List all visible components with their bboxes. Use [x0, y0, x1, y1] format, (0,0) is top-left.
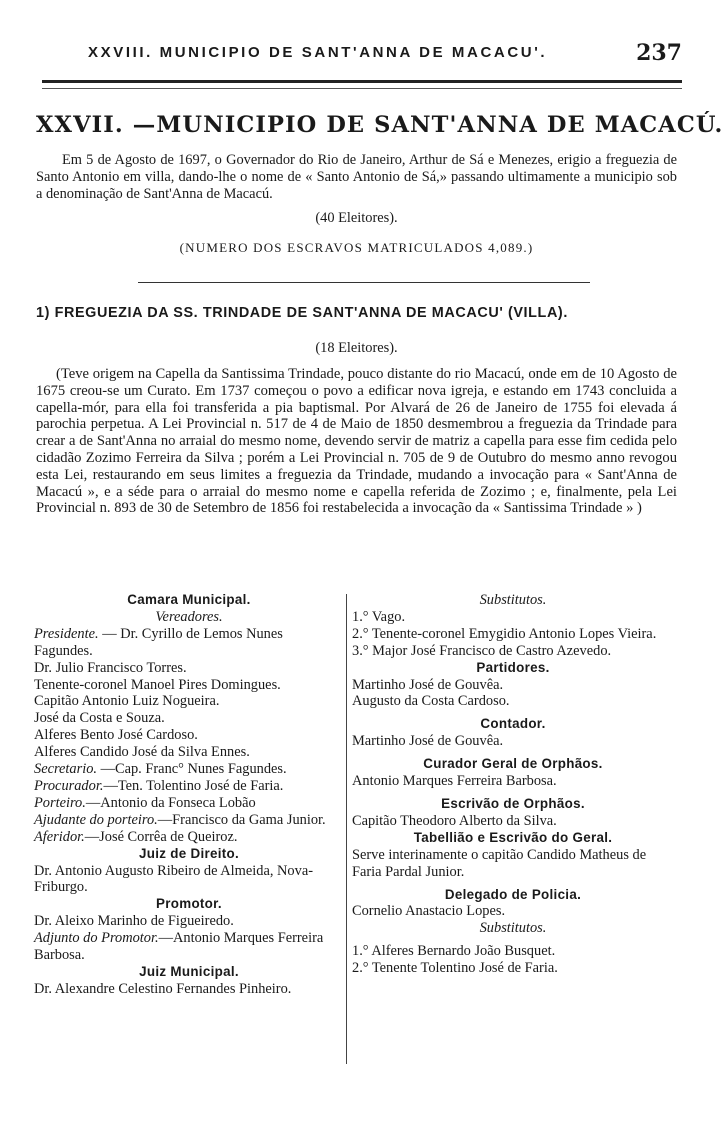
left-column	[34, 592, 344, 998]
delegado-substituto-item: 2.° Tenente Tolentino José de Faria.	[352, 960, 558, 977]
chapter-title: XXVII. —MUNICIPIO DE SANT'ANNA DE MACACÚ.	[36, 112, 724, 138]
column-divider	[346, 594, 347, 1064]
ajudante-label: Ajudante do porteiro.	[34, 811, 158, 828]
electors-freguezia: (18 Eleitores).	[315, 340, 398, 356]
secretario-entry	[34, 761, 344, 778]
escrivao-orphaos-name: Capitão Theodoro Alberto da Silva.	[352, 812, 557, 829]
secretario-name: —Cap. Franc° Nunes Fagundes.	[97, 761, 287, 778]
aferidor-entry	[34, 829, 344, 846]
procurador-name: —Ten. Tolentino José de Faria.	[103, 777, 284, 794]
presidente-name: — Dr. Cyrillo de Lemos Nunes Fagundes.	[34, 625, 283, 659]
ajudante-name: —Francisco da Gama Junior.	[157, 811, 326, 828]
contador-name: Martinho José de Gouvêa.	[352, 733, 504, 750]
partidores-heading: Partidores.	[476, 659, 550, 675]
vereador-item: José da Costa e Souza.	[34, 710, 165, 727]
header-rule-thick	[42, 80, 682, 83]
procurador-label: Procurador.	[34, 777, 104, 794]
adjunto-label: Adjunto do Promotor.	[34, 930, 159, 947]
vereador-item: Tenente-coronel Manoel Pires Domingues.	[34, 676, 281, 693]
adjunto-entry	[34, 930, 344, 964]
vereador-item: Alferes Bento José Cardoso.	[34, 727, 198, 744]
electors-municipio: (40 Eleitores).	[315, 210, 398, 226]
porteiro-name: —Antonio da Fonseca Lobão	[85, 794, 256, 811]
section-divider	[138, 282, 590, 283]
promotor-name: Dr. Aleixo Marinho de Figueiredo.	[34, 913, 234, 930]
juiz-direito-heading: Juiz de Direito.	[138, 845, 240, 861]
tabelliao-heading: Tabellião e Escrivão do Geral.	[413, 829, 613, 845]
substituto-item: 1.° Vago.	[352, 608, 406, 625]
partidor-item: Martinho José de Gouvêa.	[352, 676, 504, 693]
curador-name: Antonio Marques Ferreira Barbosa.	[352, 773, 557, 790]
substituto-item: 2.° Tenente-coronel Emygidio Antonio Lopes Vieira.	[352, 625, 657, 642]
substitutos-heading: Substitutos.	[479, 592, 547, 608]
escrivao-orphaos-heading: Escrivão de Orphãos.	[441, 795, 585, 811]
section-title: 1) FREGUEZIA DA SS. TRINDADE DE SANT'ANNA DE MACACU' (VILLA).	[36, 305, 568, 321]
history-paragraph: (Teve origem na Capella da Santissima Trindade, pouco distante do rio Macacú, onde em de 10 Agosto de 1675 creou-se um Curato. Em 1737 começou o povo a edificar nova igreja, e estando em 1743 concluida a capella-mór, para ella foi transferida a pia baptismal. Por Alvará de 26 de Janeiro de 1755 foi elevada á parochia perpetua. A Lei Provincial n. 517 de 4 de Maio de 1850 desmembrou a freguezia da Trindade para crear a de Sant'Anna no arraial do mesmo nome, devendo servir de matriz a capella para esse fim cedida pelo cidadão Zozimo Ferreira da Silva ; porém a Lei Provincial n. 705 de 9 de Outubro do mesmo anno revogou esta Lei, restaurando em seus limites a freguezia da Trindade, mudando a invocação para « Sant'Anna de Macacú », e a séde para o arraial do mesmo nome e capella referida de Zozimo ; e, finalmente, pela Lei Provincial n. 893 de 30 de Setembro de 1856 foi restabelecida a invocação da « Santissima Trindade » )	[36, 366, 677, 517]
adjunto-name: —Antonio Marques Ferreira Barbosa.	[34, 930, 324, 964]
running-header	[88, 40, 682, 66]
partidor-item: Augusto da Costa Cardoso.	[352, 693, 510, 710]
secretario-label: Secretario.	[34, 761, 98, 778]
substituto-item: 3.° Major José Francisco de Castro Azevedo.	[352, 642, 612, 659]
aferidor-name: —José Corrêa de Queiroz.	[84, 828, 238, 845]
juiz-municipal-heading: Juiz Municipal.	[139, 963, 239, 979]
camara-heading: Camara Municipal.	[127, 592, 251, 607]
running-title: XXVIII. MUNICIPIO DE SANT'ANNA DE MACACU'.	[88, 44, 548, 61]
porteiro-entry	[34, 795, 344, 812]
delegado-substituto-item: 1.° Alferes Bernardo João Busquet.	[352, 943, 556, 960]
aferidor-label: Aferidor.	[34, 828, 85, 845]
intro-paragraph: Em 5 de Agosto de 1697, o Governador do Rio de Janeiro, Arthur de Sá e Menezes, erigio a freguezia de Santo Antonio em villa, dando-lhe o nome de « Santo Antonio de Sá,» passando ultimamente a municipio sob a denominação de Sant'Anna de Macacú.	[36, 152, 677, 202]
juiz-municipal-name: Dr. Alexandre Celestino Fernandes Pinheiro.	[34, 980, 292, 997]
presidente-entry	[34, 626, 344, 660]
vereador-item: Capitão Antonio Luiz Nogueira.	[34, 693, 220, 710]
escravos-count: (NUMERO DOS ESCRAVOS MATRICULADOS 4,089.)	[179, 240, 534, 255]
header-rule-thin	[42, 88, 682, 89]
curador-heading: Curador Geral de Orphãos.	[423, 756, 603, 772]
vereador-item: Dr. Julio Francisco Torres.	[34, 659, 187, 676]
contador-heading: Contador.	[480, 716, 546, 732]
ajudante-entry	[34, 812, 344, 829]
presidente-label: Presidente.	[34, 625, 99, 642]
right-column	[352, 592, 674, 977]
vereador-item: Alferes Candido José da Silva Ennes.	[34, 744, 250, 761]
delegado-substitutos-heading: Substitutos.	[479, 920, 547, 937]
promotor-heading: Promotor.	[156, 896, 222, 912]
page-number: 237	[636, 40, 682, 66]
tabelliao-name: Serve interinamente o capitão Candido Matheus de Faria Pardal Junior.	[352, 846, 647, 880]
delegado-heading: Delegado de Policia.	[444, 886, 582, 902]
procurador-entry	[34, 778, 344, 795]
vereadores-heading: Vereadores.	[155, 608, 223, 625]
juiz-direito-name: Dr. Antonio Augusto Ribeiro de Almeida, Nova-Friburgo.	[34, 862, 313, 896]
porteiro-label: Porteiro.	[34, 794, 86, 811]
delegado-name: Cornelio Anastacio Lopes.	[352, 903, 506, 920]
